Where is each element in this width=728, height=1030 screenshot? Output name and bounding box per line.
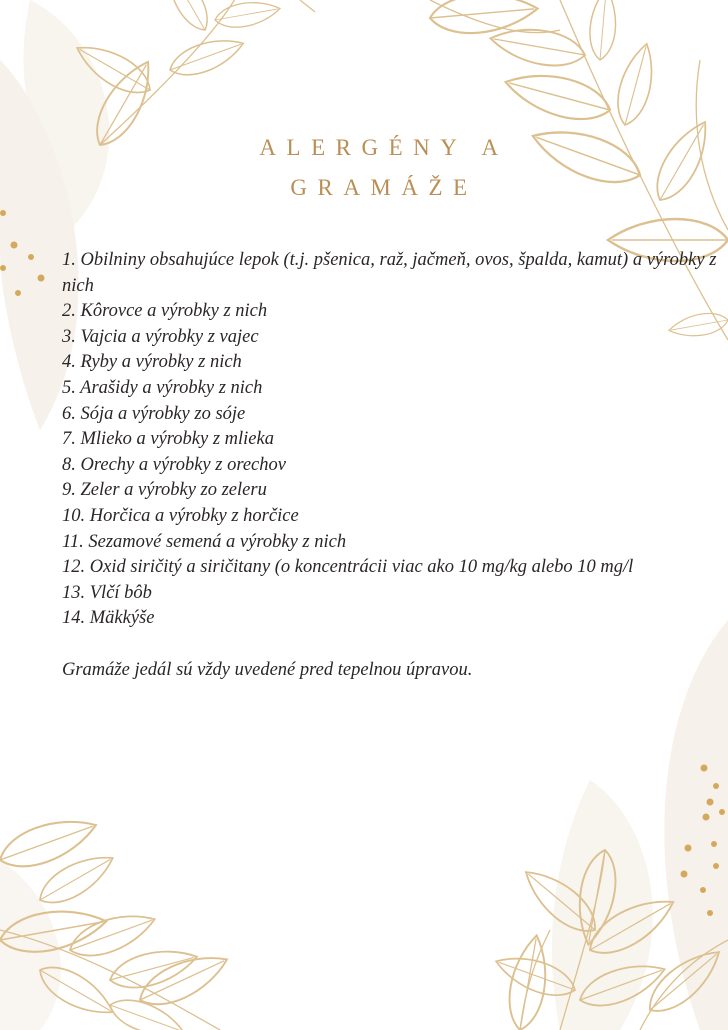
- allergen-item: 11. Sezamové semená a výrobky z nich: [62, 531, 347, 552]
- allergen-item: 13. Vlčí bôb: [62, 582, 152, 603]
- allergen-item: 8. Orechy a výrobky z orechov: [62, 454, 286, 475]
- allergen-item: 9. Zeler a výrobky zo zeleru: [62, 480, 267, 501]
- allergen-item: 7. Mlieko a výrobky z mlieka: [62, 429, 274, 450]
- allergen-item: 6. Sója a výrobky zo sóje: [62, 403, 246, 424]
- allergen-content: [62, 248, 728, 702]
- allergen-list: [62, 248, 728, 632]
- weight-note: Gramáže jedál sú vždy uvedené pred tepelnou úpravou.: [62, 659, 473, 680]
- allergen-item: 4. Ryby a výrobky z nich: [62, 352, 242, 373]
- allergen-item: 14. Mäkkýše: [62, 608, 155, 629]
- page-title-line-2: GRAMÁŽE: [290, 175, 478, 200]
- allergen-item: 3. Vajcia a výrobky z vajec: [62, 326, 259, 347]
- allergen-item: 5. Arašidy a výrobky z nich: [62, 377, 263, 398]
- page-title-line-1: ALERGÉNY A: [259, 135, 509, 160]
- allergen-item: 1. Obilniny obsahujúce lepok (t.j. pšenica, raž, jačmeň, ovos, špalda, kamut) a výrobky z nich: [62, 250, 717, 296]
- page-title: [0, 128, 728, 208]
- allergen-item: 12. Oxid siričitý a siričitany (o koncentrácii viac ako 10 mg/kg alebo 10 mg/l: [62, 557, 634, 578]
- allergen-item: 10. Horčica a výrobky z horčice: [62, 505, 299, 526]
- allergen-item: 2. Kôrovce a výrobky z nich: [62, 301, 268, 322]
